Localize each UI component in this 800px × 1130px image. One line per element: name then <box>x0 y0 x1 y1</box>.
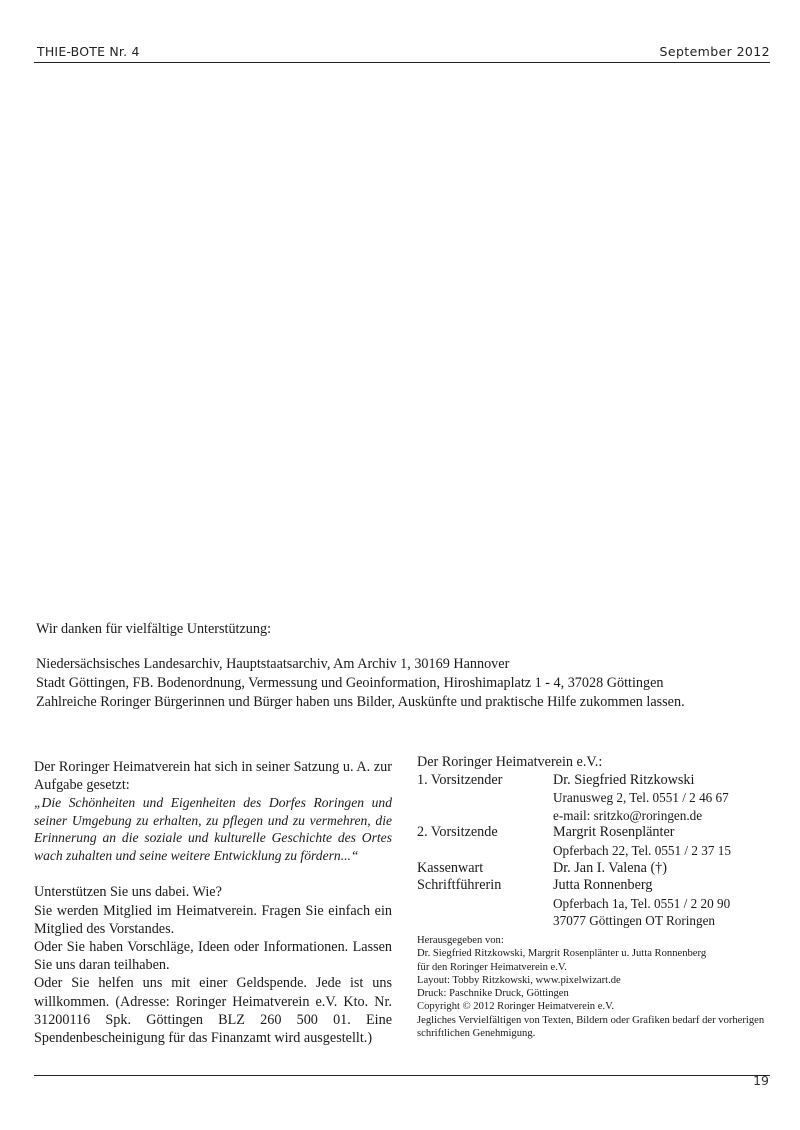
board-role: 1. Vorsitzender <box>417 771 503 788</box>
acknowledgements-title: Wir danken für vielfältige Unterstützung: <box>36 621 272 637</box>
imprint-line: Herausgegeben von: <box>417 935 504 946</box>
support-paragraph: Oder Sie haben Vorschläge, Ideen oder Informationen. Lassen Sie uns daran teilhaben. <box>34 939 392 974</box>
imprint-line: Dr. Siegfried Ritzkowski, Margrit Rosenplänter u. Jutta Ronnenberg <box>417 948 707 960</box>
board-row-vice <box>417 824 777 842</box>
imprint-line: Copyright © 2012 Roringer Heimatverein e.V. <box>417 1001 615 1013</box>
acknowledgement-line: Niedersächsisches Landesarchiv, Hauptstaatsarchiv, Am Archiv 1, 30169 Hannover <box>36 656 510 672</box>
association-appeal <box>34 758 392 1047</box>
header-divider <box>34 62 770 63</box>
association-name: Der Roringer Heimatverein e.V.: <box>417 754 603 770</box>
board-row-chair <box>417 772 777 790</box>
imprint-line: Druck: Paschnike Druck, Göttingen <box>417 988 569 1000</box>
acknowledgement-line: Stadt Göttingen, FB. Bodenordnung, Vermessung und Geoinformation, Hiroshimaplatz 1 - 4, 37028 Göttingen <box>36 675 664 691</box>
board-email: e-mail: sritzko@roringen.de <box>553 807 703 823</box>
header-issue-date: September 2012 <box>659 44 770 59</box>
imprint-line: für den Roringer Heimatverein e.V. <box>417 961 567 973</box>
imprint-line: Jegliches Vervielfältigen von Texten, Bildern oder Grafiken bedarf der vorherigen schriftlichen Genehmigung. <box>417 1014 765 1040</box>
board-role: 2. Vorsitzende <box>417 824 498 841</box>
imprint-line: Layout: Tobby Ritzkowski, www.pixelwizart.de <box>417 974 621 986</box>
board-member-name: Jutta Ronnenberg <box>553 877 653 894</box>
imprint <box>417 934 782 1040</box>
statute-intro: Der Roringer Heimatverein hat sich in seiner Satzung u. A. zur Aufgabe gesetzt: <box>34 759 392 794</box>
acknowledgement-line: Zahlreiche Roringer Bürgerinnen und Bürger haben uns Bilder, Auskünfte und praktische Hilfe zukommen lassen. <box>36 694 685 710</box>
support-call: Unterstützen Sie uns dabei. Wie? <box>34 884 222 901</box>
board-row-secretary <box>417 877 777 895</box>
board-role: Schriftführerin <box>417 877 502 894</box>
board-city: 37077 Göttingen OT Roringen <box>553 913 716 929</box>
board-member-name: Dr. Jan I. Valena (†) <box>553 859 667 876</box>
support-paragraph: Oder Sie helfen uns mit einer Geldspende. Jede ist uns willkommen. (Adresse: Roringer Heimatverein e.V. Kto. Nr. 31200116 Spk. Göttingen BLZ 260 500 01. Eine Spendenbescheinigung für das Finanzamt wird ausgestellt.) <box>34 975 392 1047</box>
board-address: Opferbach 1a, Tel. 0551 / 2 20 90 <box>553 895 731 911</box>
board-member-name: Dr. Siegfried Ritzkowski <box>553 771 695 788</box>
header-magazine-title: THIE-BOTE Nr. 4 <box>37 44 140 59</box>
footer-divider <box>34 1075 770 1076</box>
board-address: Opferbach 22, Tel. 0551 / 2 37 15 <box>553 842 731 858</box>
board-address: Uranusweg 2, Tel. 0551 / 2 46 67 <box>553 790 729 806</box>
support-paragraph: Sie werden Mitglied im Heimatverein. Fragen Sie einfach ein Mitglied des Vorstandes. <box>34 902 392 937</box>
page-number: 19 <box>753 1073 769 1088</box>
acknowledgements <box>36 620 776 712</box>
board-member-name: Margrit Rosenplänter <box>553 824 675 841</box>
board-members <box>417 754 777 930</box>
board-role: Kassenwart <box>417 859 484 876</box>
statute-quote: „Die Schönheiten und Eigenheiten des Dorfes Roringen und seiner Umgebung zu erhalten, zu pflegen und zu vermehren, die Erinnerung an die soziale und kulturelle Geschichte des Ortes wach zuhalten und seine weitere Entwicklung zu fördern...“ <box>34 795 392 863</box>
board-row-treasurer <box>417 860 777 878</box>
